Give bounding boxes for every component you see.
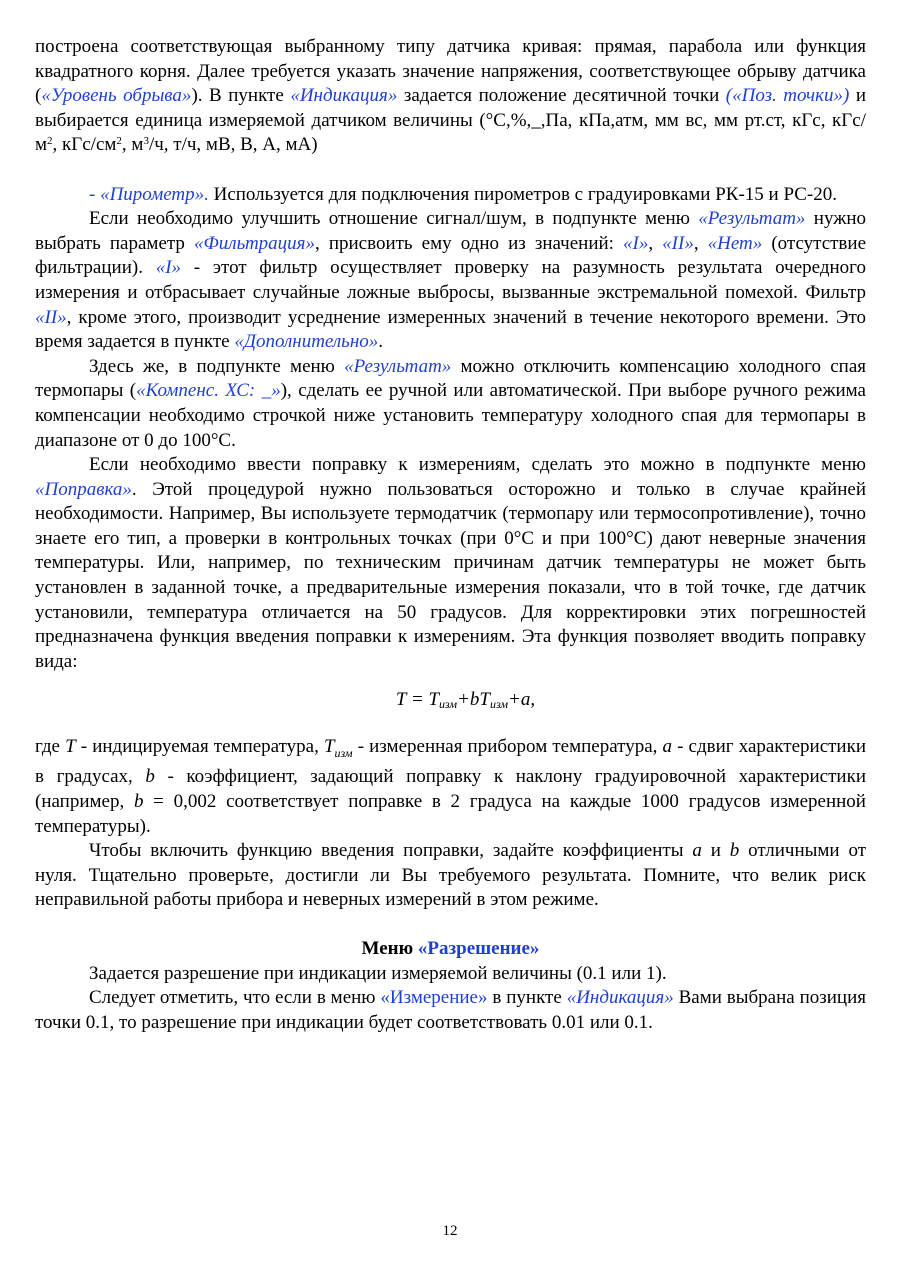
variable-subscript: изм [334, 745, 353, 760]
paragraph-formula-legend [35, 735, 866, 839]
variable: a [692, 840, 702, 862]
text: и [701, 840, 730, 862]
menu-ref-result: «Результат» [698, 208, 806, 230]
text: ), сделать ее ручной или автоматической. При выборе ручного режима компенсации необходимо строчкой ниже установить температуру холодного спая для термопары в диапазоне от 0 до 100°С. [35, 380, 866, 451]
text: Чтобы включить функцию введения поправки, задайте коэффициенты [89, 840, 693, 862]
heading-text: Меню [361, 937, 418, 959]
option-filter-none: «Нет» [707, 232, 763, 254]
text: нужно выбрать параметр [35, 208, 866, 254]
correction-formula [35, 688, 866, 713]
variable: a [662, 736, 672, 758]
text: - измеренная прибором температура, [352, 736, 663, 758]
menu-ref-indication: «Индикация» [566, 987, 674, 1009]
text: ). В пункте [191, 85, 291, 107]
menu-ref-resolution: «Разрешение» [417, 937, 540, 959]
formula-subscript: изм [489, 697, 509, 712]
variable: b [133, 791, 144, 813]
menu-ref-correction: «Поправка» [35, 478, 132, 500]
text: задается положение десятичной точки [397, 85, 726, 107]
formula-part: +bT [457, 689, 490, 711]
page-number: 12 [442, 1223, 458, 1239]
formula-part: T = T [395, 689, 440, 711]
variable: b [145, 766, 155, 788]
menu-ref-break-level: «Уровень обрыва» [41, 85, 192, 107]
text: - коэффициент, задающий поправку к наклону градуировочной характеристики (например, [35, 766, 866, 813]
text: - индицируемая температура, [75, 736, 324, 758]
text: можно отключить компенсацию холодного спая термопары ( [35, 355, 866, 402]
menu-ref-filtering: «Фильтрация» [194, 232, 316, 254]
paragraph-enable-correction [35, 839, 866, 913]
text: . Этой процедурой нужно пользоваться осторожно и только в случае крайней необходимости. Например, Вы используете термодатчик (термопару или термосопротивление), точно знаете его тип, а проверки в контрольных точках (при 0°С и при 100°С) дают неверные значения температуры. Или, например, по техническим причинам датчик температуры не может быть установлен в заданной точке, а предварительные измерения показали, что в той точке, где датчик установили, температура отличается на 50 градусов. Для корректировки этих погрешностей предназначена функция введения поправки к измерениям. Эта функция позволяет вводить поправку вида: [35, 478, 866, 672]
blank-line [35, 158, 866, 183]
menu-ref-additional: «Дополнительно» [234, 331, 379, 353]
text: , [648, 232, 663, 254]
text: /ч, т/ч, мВ, В, А, мА) [148, 134, 318, 156]
text: Здесь же, в подпункте меню [89, 355, 345, 377]
formula-subscript: изм [439, 697, 458, 712]
menu-ref-result: «Результат» [344, 355, 452, 377]
text: . [378, 331, 383, 353]
option-filter-i: «I» [155, 257, 182, 279]
text: отличными от нуля. Тщательно проверьте, достигли ли Вы требуемого результата. Помните, что велик риск неправильной работы прибора и неверных измерений в этом режиме. [35, 840, 866, 911]
paragraph-pyrometer [35, 183, 866, 208]
section-heading-resolution [35, 937, 866, 962]
text: , м [121, 134, 144, 156]
text: - сдвиг характеристики в градусах, [35, 736, 866, 788]
option-filter-ii: «II» [35, 306, 67, 328]
paragraph-sensor-curve [35, 35, 866, 158]
menu-ref-pyrometer: - «Пирометр». [89, 183, 209, 205]
text: , кГс/см [52, 134, 117, 156]
menu-ref-point-position: («Поз. точки») [725, 85, 850, 107]
option-filter-i: «I» [623, 232, 649, 254]
menu-ref-indication: «Индикация» [290, 85, 398, 107]
text: = 0,002 соответствует поправке в 2 градуса на каждые 1000 градусов измеренной температуры). [35, 791, 866, 837]
text: Вами выбрана позиция точки 0.1, то разрешение при индикации будет соответствовать 0.01 или 0.1. [35, 987, 867, 1033]
page-content [35, 35, 866, 1035]
menu-ref-cold-junction: «Компенс. ХС: _» [136, 380, 281, 402]
formula-part: +a, [508, 689, 536, 711]
text: Задается разрешение при индикации измеряемой величины (0.1 или 1). [89, 962, 667, 984]
text: где [35, 736, 66, 758]
text: в пункте [487, 987, 567, 1009]
variable: b [729, 840, 740, 862]
text: - этот фильтр осуществляет проверку на разумность результата очередного измерения и отбрасывает случайные ложные выбросы, вызванные экстремальной помехой. Фильтр [35, 257, 867, 303]
superscript: 2 [116, 135, 122, 148]
text: Следует отметить, что если в меню [89, 987, 381, 1009]
menu-ref-measurement: «Измерение» [380, 987, 488, 1009]
superscript: 3 [143, 135, 149, 148]
text: (отсутствие фильтрации). [35, 232, 866, 279]
text: Если необходимо ввести поправку к измерениям, сделать это можно в подпункте меню [89, 454, 866, 476]
variable: T [65, 736, 76, 758]
text: Используется для подключения пирометров с градуировками РК-15 и РС-20. [208, 183, 838, 205]
text: построена соответствующая выбранному типу датчика кривая: прямая, парабола или функция квадратного корня. Далее требуется указать значение напряжения, соответствующее обрыву датчика ( [35, 36, 866, 107]
text: и выбирается единица измеряемой датчиком величины (°С,%,_,Па, кПа,атм, мм вс, мм рт.ст, кГс, кГс/м [35, 85, 866, 156]
option-filter-ii: «II» [662, 232, 694, 254]
paragraph-correction [35, 453, 866, 674]
paragraph-cold-junction [35, 355, 866, 453]
text: , [693, 232, 708, 254]
superscript: 2 [47, 135, 53, 148]
paragraph-resolution-note [35, 986, 866, 1035]
paragraph-filtering [35, 207, 866, 355]
text: , кроме этого, производит усреднение измеренных значений в течение некоторого времени. Это время задается в пункте [35, 306, 866, 353]
text: , присвоить ему одно из значений: [315, 232, 624, 254]
text: Если необходимо улучшить отношение сигнал/шум, в подпункте меню [89, 208, 699, 230]
variable: T [323, 736, 335, 758]
paragraph-resolution [35, 962, 866, 987]
